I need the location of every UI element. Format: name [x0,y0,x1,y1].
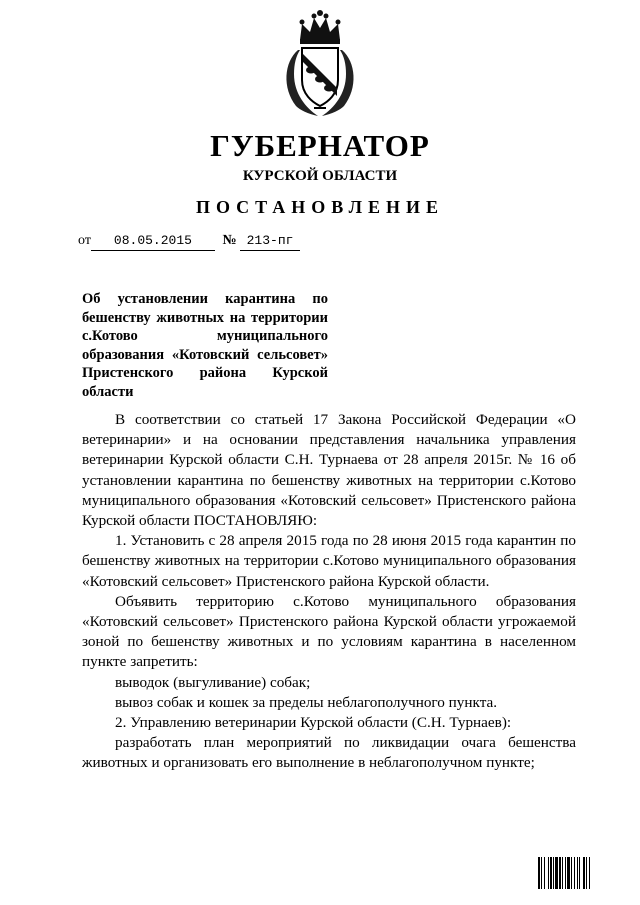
task-paragraph: разработать план мероприятий по ликвидации очага бешенства животных и организовать его выполнение в неблагополучном пункте; [82,734,576,772]
clause-2-paragraph: 2. Управлению ветеринарии Курской области (С.Н. Турнаев): [115,714,512,732]
number-label: № [222,233,237,248]
prohibition-item: вывоз собак и кошек за пределы неблагополучного пункта. [115,693,498,711]
date-from-label: от [78,233,91,248]
barcode-icon [538,857,614,889]
prohibition-item: выводок (выгуливание) собак; [115,673,311,691]
document-region: КУРСКОЙ ОБЛАСТИ [242,168,398,184]
kursk-coat-of-arms-icon [278,10,362,118]
date-number-line [78,232,300,251]
document-type: ПОСТАНОВЛЕНИЕ [195,197,445,217]
document-authority: ГУБЕРНАТОР [210,128,430,163]
document-date: 08.05.2015 [91,232,215,251]
document-subject: Об установлении карантина по бешенству животных на территории с.Котово муниципального образования «Котовский сельсовет» Пристенского района Курской области [82,291,328,400]
declaration-paragraph: Объявить территорию с.Котово муниципального образования «Котовский сельсовет» Пристенского района Курской области угрожаемой зоной по бешенству животных и по условиям карантина в населенном пункте запретить: [82,592,576,671]
clause-1-paragraph: 1. Установить с 28 апреля 2015 года по 28 июня 2015 года карантин по бешенству животных на территории с.Котово муниципального образования «Котовский сельсовет» Пристенского района Курской области. [82,532,576,590]
document-body [82,410,576,774]
document-number: 213-пг [240,232,300,251]
preamble-paragraph: В соответствии со статьей 17 Закона Российской Федерации «О ветеринарии» и на основании представления начальника управления ветеринарии Курской области С.Н. Турнаева от 28 апреля 2015г. № 16 об установлении карантина по бешенству животных на территории с.Котово муниципального образования «Котовский сельсовет» Пристенского района Курской области ПОСТАНОВЛЯЮ: [82,411,576,530]
